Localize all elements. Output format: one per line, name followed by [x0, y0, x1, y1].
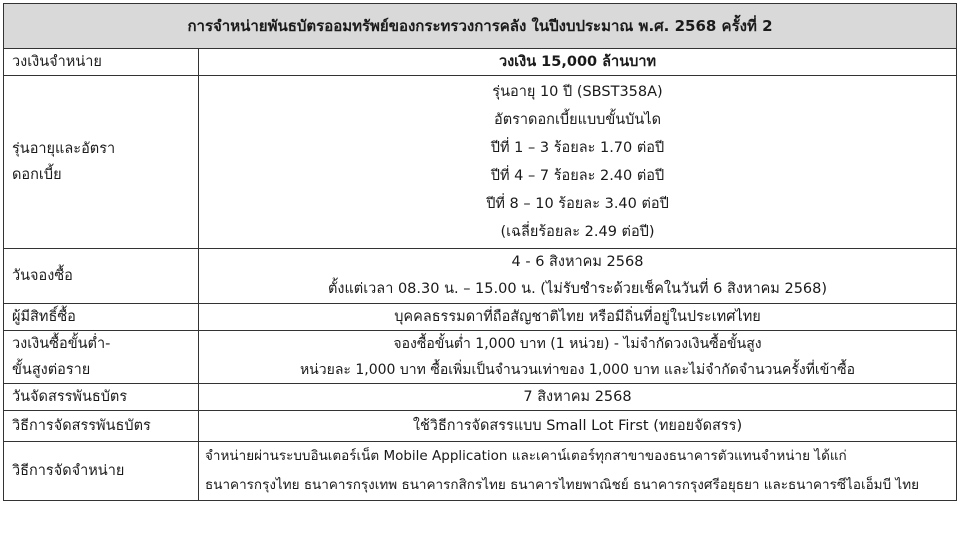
row-distribution-method — [4, 442, 957, 501]
row-eligible-buyers — [4, 304, 957, 331]
bond-info-table — [3, 3, 957, 501]
value-line: หน่วยละ 1,000 บาท ซื้อเพิ่มเป็นจำนวนเท่าของ 1,000 บาท และไม่จำกัดจำนวนครั้งที่เข้าซื้อ — [299, 362, 856, 378]
row-allocation-method — [4, 411, 957, 442]
value-line: จองซื้อขั้นต่ำ 1,000 บาท (1 หน่วย) - ไม่จำกัดวงเงินซื้อขั้นสูง — [393, 336, 762, 352]
value-line: จำหน่ายผ่านระบบอินเตอร์เน็ต Mobile Application และเคาน์เตอร์ทุกสาขาของธนาคารตัวแทนจำหน่าย ได้แก่ — [205, 448, 847, 464]
table-title: การจำหน่ายพันธบัตรออมทรัพย์ของกระทรวงการคลัง ในปีงบประมาณ พ.ศ. 2568 ครั้งที่ 2 — [4, 4, 957, 49]
label-booking-date — [4, 249, 199, 304]
value-allocation-method — [199, 411, 957, 442]
title-row — [4, 4, 957, 49]
label-allocation-method — [4, 411, 199, 442]
label-line: วงเงินซื้อขั้นต่ำ- — [12, 336, 111, 352]
label-line: ดอกเบี้ย — [12, 167, 62, 183]
label-line: ผู้มีสิทธิ์ซื้อ — [12, 309, 76, 325]
value-purchase-limits — [199, 331, 957, 384]
value-line: รุ่นอายุ 10 ปี (SBST358A) — [492, 84, 663, 100]
value-sale-amount — [199, 49, 957, 76]
label-distribution-method — [4, 442, 199, 501]
row-series-rate — [4, 76, 957, 249]
value-eligible-buyers — [199, 304, 957, 331]
label-line: วันจองซื้อ — [12, 268, 73, 284]
value-line: ปีที่ 1 – 3 ร้อยละ 1.70 ต่อปี — [490, 140, 665, 156]
value-line: วงเงิน 15,000 ล้านบาท — [498, 54, 657, 70]
label-line: ขั้นสูงต่อราย — [12, 362, 91, 378]
label-eligible-buyers — [4, 304, 199, 331]
value-line: ใช้วิธีการจัดสรรแบบ Small Lot First (ทยอยจัดสรร) — [412, 418, 743, 434]
label-line: รุ่นอายุและอัตรา — [12, 141, 116, 157]
label-purchase-limits — [4, 331, 199, 384]
value-line: ปีที่ 4 – 7 ร้อยละ 2.40 ต่อปี — [490, 168, 665, 184]
value-booking-date — [199, 249, 957, 304]
value-line: (เฉลี่ยร้อยละ 2.49 ต่อปี) — [500, 224, 655, 240]
label-line: วงเงินจำหน่าย — [12, 54, 102, 70]
value-allocation-date — [199, 384, 957, 411]
value-line: 4 - 6 สิงหาคม 2568 — [511, 254, 644, 270]
value-line: ธนาคารกรุงไทย ธนาคารกรุงเทพ ธนาคารกสิกรไทย ธนาคารไทยพาณิชย์ ธนาคารกรุงศรีอยุธยา และธนาคารซีไอเอ็มบี ไทย — [205, 477, 920, 493]
value-distribution-method — [199, 442, 957, 501]
label-line: วันจัดสรรพันธบัตร — [12, 389, 128, 405]
label-line: วิธีการจัดจำหน่าย — [12, 463, 125, 479]
value-line: 7 สิงหาคม 2568 — [523, 389, 632, 405]
value-line: ตั้งแต่เวลา 08.30 น. – 15.00 น. (ไม่รับชำระด้วยเช็คในวันที่ 6 สิงหาคม 2568) — [327, 281, 828, 297]
label-allocation-date — [4, 384, 199, 411]
row-allocation-date — [4, 384, 957, 411]
label-sale-amount — [4, 49, 199, 76]
value-line: อัตราดอกเบี้ยแบบขั้นบันได — [493, 112, 662, 128]
row-sale-amount — [4, 49, 957, 76]
row-purchase-limits — [4, 331, 957, 384]
value-series-rate — [199, 76, 957, 249]
value-line: ปีที่ 8 – 10 ร้อยละ 3.40 ต่อปี — [486, 196, 669, 212]
row-booking-date — [4, 249, 957, 304]
label-line: วิธีการจัดสรรพันธบัตร — [12, 418, 151, 434]
label-series-rate — [4, 76, 199, 249]
value-line: บุคคลธรรมดาที่ถือสัญชาติไทย หรือมีถิ่นที่อยู่ในประเทศไทย — [394, 309, 761, 325]
